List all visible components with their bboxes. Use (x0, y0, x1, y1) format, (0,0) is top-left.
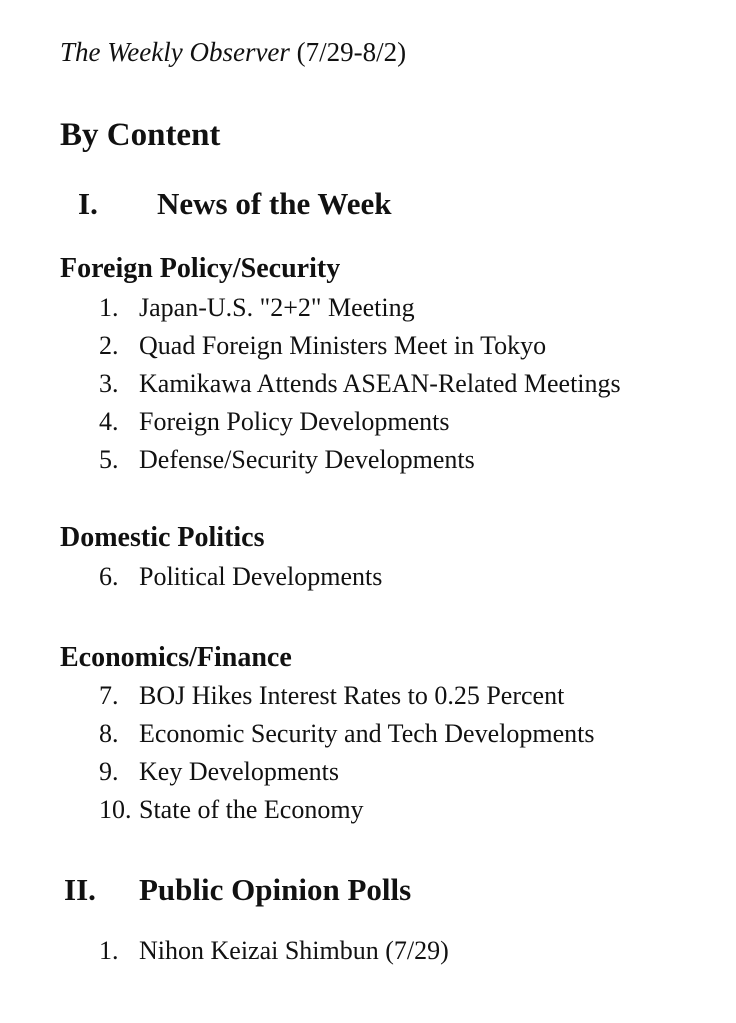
list-item (99, 756, 699, 788)
list-item (99, 444, 699, 476)
list-item (99, 292, 699, 324)
item-number: 3. (99, 369, 119, 398)
group-title-economics-finance: Economics/Finance (60, 642, 292, 673)
item-text: State of the Economy (139, 795, 364, 824)
section-title: Public Opinion Polls (139, 872, 412, 907)
list-item (99, 330, 699, 362)
item-number: 10. (99, 795, 132, 824)
item-number: 1. (99, 293, 119, 322)
date-range: (7/29-8/2) (296, 37, 407, 67)
item-number: 9. (99, 757, 119, 786)
list-item (99, 680, 699, 712)
item-number: 8. (99, 719, 119, 748)
item-number: 2. (99, 331, 119, 360)
list-item (99, 561, 699, 593)
item-text: Key Developments (139, 757, 340, 786)
section-numeral: II. (64, 872, 96, 907)
group-title-domestic-politics: Domestic Politics (60, 522, 265, 553)
item-number: 1. (99, 936, 119, 965)
item-text: Foreign Policy Developments (139, 407, 450, 436)
item-number: 6. (99, 562, 119, 591)
item-text: Political Developments (139, 562, 383, 591)
section-title: News of the Week (157, 186, 392, 221)
item-number: 5. (99, 445, 119, 474)
item-number: 4. (99, 407, 119, 436)
item-text: Japan-U.S. "2+2" Meeting (139, 293, 415, 322)
list-item (99, 794, 699, 826)
item-text: Economic Security and Tech Developments (139, 719, 595, 748)
list-item (99, 406, 699, 438)
item-text: BOJ Hikes Interest Rates to 0.25 Percent (139, 681, 565, 710)
section-public-opinion-polls (64, 871, 484, 909)
publication-title: The Weekly Observer (60, 37, 290, 67)
item-text: Defense/Security Developments (139, 445, 475, 474)
list-item (99, 368, 719, 400)
section-numeral: I. (78, 186, 98, 221)
page-heading: By Content (60, 117, 221, 153)
list-item (99, 935, 699, 967)
item-text: Quad Foreign Ministers Meet in Tokyo (139, 331, 547, 360)
section-news-of-the-week (78, 185, 478, 223)
masthead (60, 35, 406, 69)
item-number: 7. (99, 681, 119, 710)
group-title-foreign-policy-security: Foreign Policy/Security (60, 253, 341, 284)
item-text: Nihon Keizai Shimbun (7/29) (139, 936, 449, 965)
list-item (99, 718, 699, 750)
item-text: Kamikawa Attends ASEAN-Related Meetings (139, 369, 621, 398)
